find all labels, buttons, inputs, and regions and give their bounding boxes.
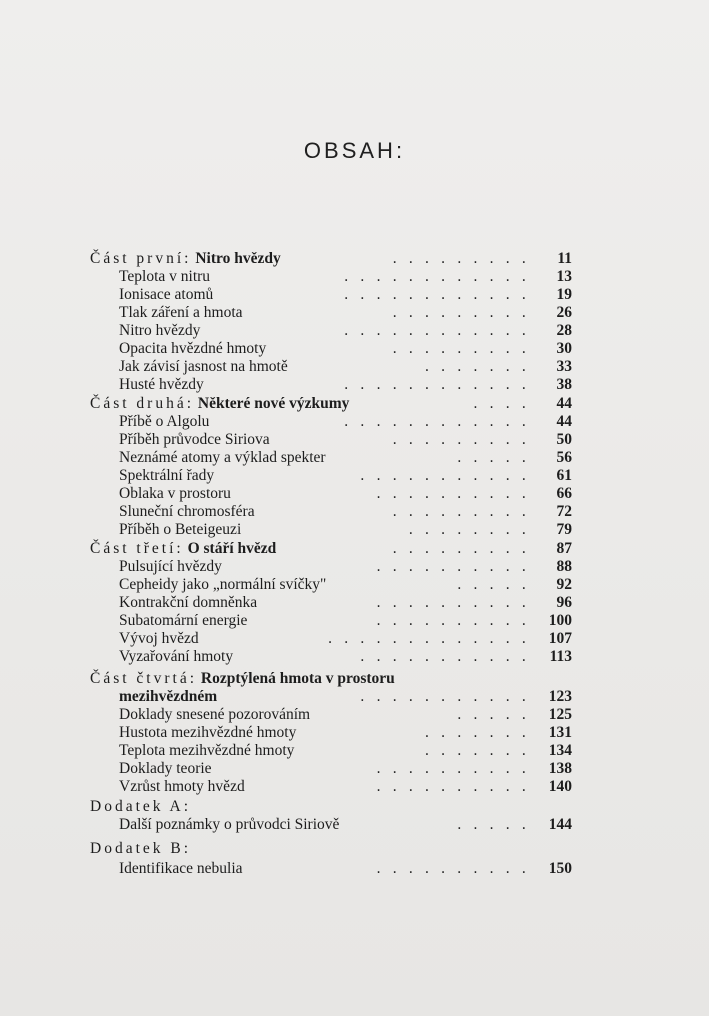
dot-leader: . . . . . . . . . xyxy=(392,250,530,267)
toc-entry-row xyxy=(90,706,572,724)
page-number: 92 xyxy=(556,576,572,593)
page-number: 107 xyxy=(548,630,572,647)
entry-title: Další poznámky o průvodci Siriově xyxy=(119,816,340,833)
page-number: 88 xyxy=(556,558,572,575)
entry-title: Doklady teorie xyxy=(119,760,212,777)
dot-leader: . . . . . . . . . . xyxy=(376,485,530,502)
page-number: 123 xyxy=(548,688,572,705)
dot-leader: . . . . xyxy=(473,395,530,412)
part-label: Část čtvrtá: xyxy=(90,670,198,687)
page-number: 138 xyxy=(548,760,572,777)
entry-title: Jak závisí jasnost na hmotě xyxy=(119,358,288,375)
dot-leader: . . . . . . . . . . . . xyxy=(344,322,530,339)
entry-title: Identifikace nebulia xyxy=(119,860,243,877)
entry-title: Subatomární energie xyxy=(119,612,248,629)
dot-leader: . . . . . . . . . . . . xyxy=(344,413,530,430)
dot-leader: . . . . . xyxy=(457,576,530,593)
page-number: 44 xyxy=(556,395,572,412)
page-number: 79 xyxy=(556,521,572,538)
toc-entry-row xyxy=(90,688,572,706)
page-number: 50 xyxy=(556,431,572,448)
page-number: 72 xyxy=(556,503,572,520)
toc-entry-row xyxy=(90,630,572,648)
toc-entry-row xyxy=(90,778,572,796)
toc-part-row xyxy=(90,395,572,413)
part-label: Část druhá: xyxy=(90,395,195,412)
dot-leader: . . . . . . . xyxy=(425,724,530,741)
entry-title: mezihvězdném xyxy=(119,688,218,705)
entry-title: Doklady snesené pozorováním xyxy=(119,706,311,723)
page-number: 87 xyxy=(556,540,572,557)
entry-title: Teplota mezihvězdné hmoty xyxy=(119,742,295,759)
toc-part-row xyxy=(90,540,572,558)
entry-title: Příbě o Algolu xyxy=(119,413,210,430)
dot-leader: . . . . . xyxy=(457,449,530,466)
dot-leader: . . . . . . . . . . . xyxy=(360,648,530,665)
page-number: 26 xyxy=(556,304,572,321)
toc-entry-row xyxy=(90,358,572,376)
entry-title: Tlak záření a hmota xyxy=(119,304,243,321)
part-title: Některé nové výzkumy xyxy=(197,395,350,412)
part-label: Část třetí: xyxy=(90,540,184,557)
dot-leader: . . . . . . . . . . . . xyxy=(344,268,530,285)
toc-entry-row xyxy=(90,485,572,503)
appendix-label: Dodatek B: xyxy=(90,840,192,857)
part-label: Část první: xyxy=(90,250,192,267)
toc-entry-row xyxy=(90,304,572,322)
page-number: 44 xyxy=(556,413,572,430)
entry-title: Kontrakční domněnka xyxy=(119,594,258,611)
dot-leader: . . . . . . . . . . . . xyxy=(344,376,530,393)
page-number: 33 xyxy=(556,358,572,375)
toc-entry-row xyxy=(90,340,572,358)
toc-entry-row xyxy=(90,467,572,485)
dot-leader: . . . . . . . . . xyxy=(392,503,530,520)
toc-entry-row xyxy=(90,268,572,286)
page-number: 28 xyxy=(556,322,572,339)
entry-title: Teplota v nitru xyxy=(119,268,211,285)
entry-title: Cepheidy jako „normální svíčky" xyxy=(119,576,327,593)
toc-entry-row xyxy=(90,322,572,340)
toc-entry-row xyxy=(90,413,572,431)
toc-entry-row xyxy=(90,286,572,304)
toc-entry-row xyxy=(90,760,572,778)
toc-entry-row xyxy=(90,558,572,576)
page-number: 150 xyxy=(548,860,572,877)
toc-entry-row xyxy=(90,503,572,521)
entry-title: Příběh průvodce Siriova xyxy=(119,431,270,448)
dot-leader: . . . . . . . . . . . xyxy=(360,688,530,705)
toc-entry-row xyxy=(90,860,572,878)
toc-entry-row xyxy=(90,449,572,467)
toc-appendix-row xyxy=(90,798,572,816)
dot-leader: . . . . . xyxy=(457,706,530,723)
part-title: Rozptýlená hmota v prostoru xyxy=(200,670,395,687)
page-title: OBSAH: xyxy=(303,138,406,163)
dot-leader: . . . . . . . . . . xyxy=(376,778,530,795)
page-number: 140 xyxy=(548,778,572,795)
toc-part-row xyxy=(90,250,572,268)
part-title: O stáří hvězd xyxy=(187,540,277,557)
toc-entry-row xyxy=(90,724,572,742)
toc-entry-row xyxy=(90,648,572,666)
dot-leader: . . . . . xyxy=(457,816,530,833)
dot-leader: . . . . . . . . . xyxy=(392,304,530,321)
dot-leader: . . . . . . . . . xyxy=(392,340,530,357)
dot-leader: . . . . . . . . . . xyxy=(376,558,530,575)
toc-entry-row xyxy=(90,742,572,760)
page-number: 19 xyxy=(556,286,572,303)
dot-leader: . . . . . . . . . . xyxy=(376,860,530,877)
page-number: 61 xyxy=(556,467,572,484)
entry-title: Opacita hvězdné hmoty xyxy=(119,340,267,357)
toc-appendix-row xyxy=(90,840,572,858)
toc-entry-row xyxy=(90,376,572,394)
page-number: 30 xyxy=(556,340,572,357)
page-number: 144 xyxy=(548,816,572,833)
dot-leader: . . . . . . . xyxy=(425,358,530,375)
dot-leader: . . . . . . . . . xyxy=(392,431,530,448)
entry-title: Nitro hvězdy xyxy=(119,322,201,339)
dot-leader: . . . . . . . . . . . xyxy=(360,467,530,484)
page-number: 96 xyxy=(556,594,572,611)
toc-entry-row xyxy=(90,521,572,539)
dot-leader: . . . . . . . . . . xyxy=(376,612,530,629)
toc-entry-row xyxy=(90,594,572,612)
toc-part-row xyxy=(90,670,572,688)
page-number: 131 xyxy=(548,724,572,741)
table-of-contents xyxy=(90,250,572,880)
entry-title: Hustota mezihvězdné hmoty xyxy=(119,724,297,741)
toc-entry-row xyxy=(90,816,572,834)
dot-leader: . . . . . . . xyxy=(425,742,530,759)
page-number: 66 xyxy=(556,485,572,502)
page-number: 125 xyxy=(548,706,572,723)
page-number: 113 xyxy=(549,648,572,665)
dot-leader: . . . . . . . . . . xyxy=(376,594,530,611)
dot-leader: . . . . . . . . xyxy=(408,521,530,538)
appendix-label: Dodatek A: xyxy=(90,798,192,815)
page-number: 13 xyxy=(556,268,572,285)
part-title: Nitro hvězdy xyxy=(195,250,281,267)
entry-title: Sluneční chromosféra xyxy=(119,503,255,520)
page-number: 38 xyxy=(556,376,572,393)
dot-leader: . . . . . . . . . . xyxy=(376,760,530,777)
dot-leader: . . . . . . . . . . . . . xyxy=(328,630,530,647)
toc-entry-row xyxy=(90,431,572,449)
entry-title: Ionisace atomů xyxy=(119,286,214,303)
entry-title: Příběh o Beteigeuzi xyxy=(119,521,242,538)
dot-leader: . . . . . . . . . xyxy=(392,540,530,557)
entry-title: Spektrální řady xyxy=(119,467,215,484)
page-number: 134 xyxy=(548,742,572,759)
entry-title: Neznámé atomy a výklad spekter xyxy=(119,449,326,466)
entry-title: Oblaka v prostoru xyxy=(119,485,231,502)
toc-entry-row xyxy=(90,612,572,630)
entry-title: Vývoj hvězd xyxy=(119,630,199,647)
dot-leader: . . . . . . . . . . . . xyxy=(344,286,530,303)
entry-title: Husté hvězdy xyxy=(119,376,204,393)
page-number: 56 xyxy=(556,449,572,466)
entry-title: Vyzařování hmoty xyxy=(119,648,234,665)
entry-title: Vzrůst hmoty hvězd xyxy=(119,778,245,795)
toc-entry-row xyxy=(90,576,572,594)
page-number: 100 xyxy=(548,612,572,629)
page-number: 11 xyxy=(557,250,572,267)
entry-title: Pulsující hvězdy xyxy=(119,558,222,575)
